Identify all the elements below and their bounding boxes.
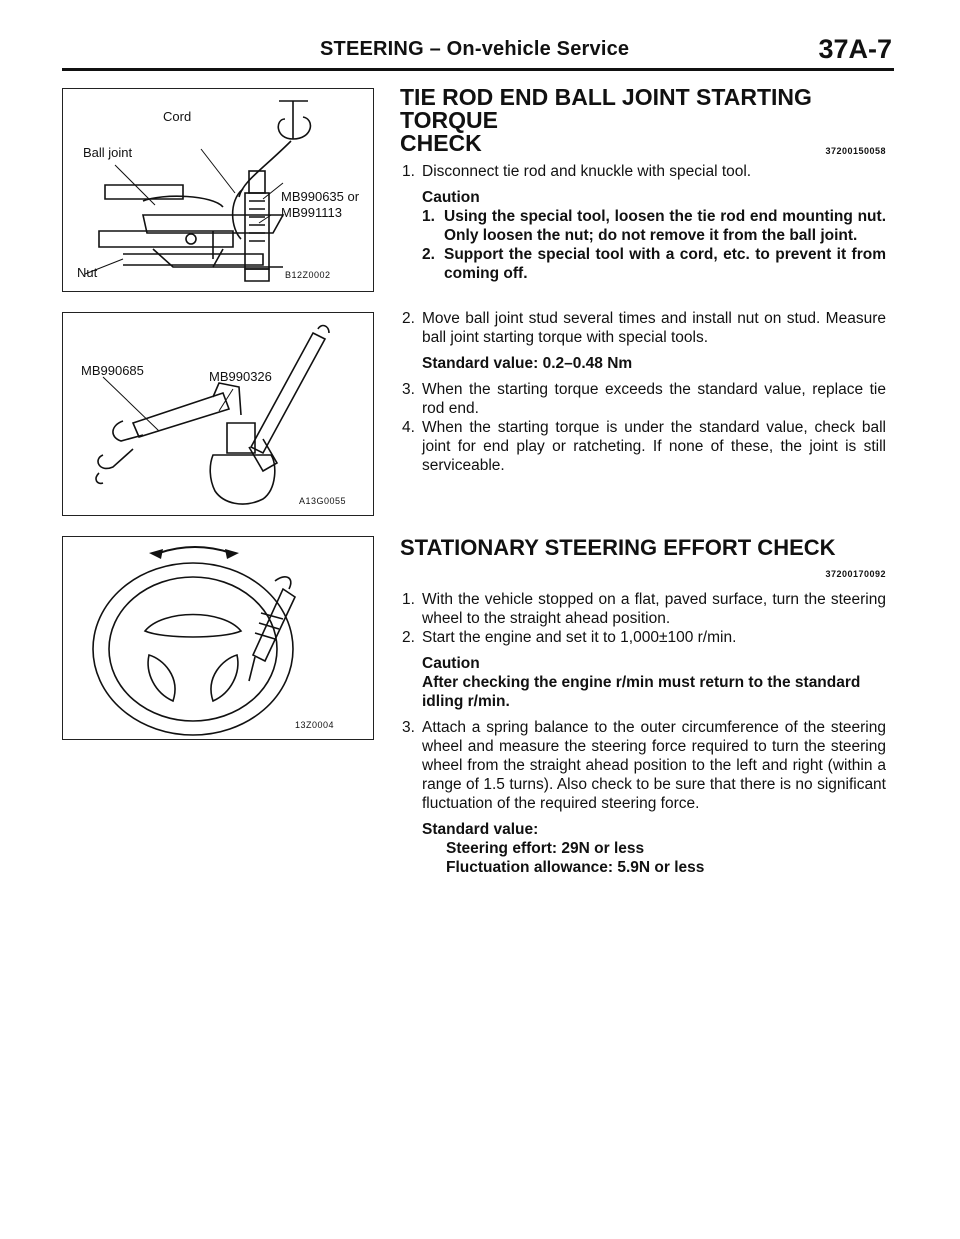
section-steering-effort [400, 536, 886, 877]
torque-tools-illustration [63, 313, 373, 515]
figure-torque-tools [62, 312, 374, 516]
caution-number: 1. [422, 208, 435, 225]
figure-steering-wheel [62, 536, 374, 740]
label-tool-alt: MB991113 [281, 205, 342, 220]
step-text: Disconnect tie rod and knuckle with special tool. [422, 163, 752, 180]
caution-number: 2. [422, 246, 435, 263]
section-tie-rod [400, 86, 886, 475]
step-number: 2. [402, 310, 415, 327]
caution-list [400, 207, 886, 283]
section-title: STATIONARY STEERING EFFORT CHECK [400, 535, 836, 560]
section-code: 37200150058 [825, 146, 886, 156]
fluctuation-allowance-value: Fluctuation allowance: 5.9N or less [446, 859, 705, 876]
step-4 [400, 418, 886, 475]
section-title-line2: CHECK [400, 130, 482, 156]
section-title-line1: TIE ROD END BALL JOINT STARTING TORQUE [400, 84, 812, 133]
label-tool-mb990685: MB990685 [81, 363, 144, 378]
standard-value-label: Standard value: [422, 821, 539, 838]
label-nut: Nut [77, 265, 98, 280]
figure-code: A13G0055 [299, 496, 347, 506]
step-text: With the vehicle stopped on a flat, paved surface, turn the steering wheel to the straight ahead position. [422, 591, 886, 627]
caution-label: Caution [422, 655, 480, 672]
step-text: Move ball joint stud several times and install nut on stud. Measure ball joint starting torque with special tools. [422, 310, 886, 346]
label-ball-joint: Ball joint [83, 145, 133, 160]
step-number: 4. [402, 419, 415, 436]
step-number: 3. [402, 719, 415, 736]
step-3 [400, 380, 886, 418]
step-1 [400, 162, 886, 181]
header-title: STEERING – On-vehicle Service [320, 38, 630, 60]
page-header [62, 32, 894, 71]
step-2 [400, 628, 886, 647]
section-code: 37200170092 [825, 569, 886, 579]
steering-wheel-illustration [63, 537, 373, 739]
figure-code: 13Z0004 [295, 720, 335, 730]
standard-value: Standard value: 0.2–0.48 Nm [422, 355, 633, 372]
caution-text: Support the special tool with a cord, etc. to prevent it from coming off. [444, 246, 886, 282]
step-text: Attach a spring balance to the outer circumference of the steering wheel and measure the steering force required to turn the steering wheel from the straight ahead position to the left and right (within a range of 1.5 turns). Also check to be sure that there is no significant fluctuation of the required steering force. [422, 719, 886, 812]
step-number: 1. [402, 163, 415, 180]
step-number: 1. [402, 591, 415, 608]
step-number: 2. [402, 629, 415, 646]
step-text: When the starting torque is under the standard value, check ball joint for end play or ratcheting. If none of these, the joint is still serviceable. [422, 419, 886, 474]
label-tool: MB990635 or [281, 189, 360, 204]
step-3 [400, 718, 886, 813]
caution-label: Caution [422, 189, 480, 206]
caution-text: Using the special tool, loosen the tie rod end mounting nut. Only loosen the nut; do not remove it from the ball joint. [444, 208, 886, 244]
label-tool-mb990326: MB990326 [209, 369, 272, 384]
steering-effort-value: Steering effort: 29N or less [446, 840, 645, 857]
caution-item-2 [422, 245, 886, 283]
caution-item-1 [422, 207, 886, 245]
step-number: 3. [402, 381, 415, 398]
step-text: When the starting torque exceeds the standard value, replace tie rod end. [422, 381, 886, 417]
step-1 [400, 590, 886, 628]
page-number: 37A-7 [818, 34, 892, 64]
figure-code: B12Z0002 [285, 270, 331, 280]
step-text: Start the engine and set it to 1,000±100 r/min. [422, 629, 737, 646]
caution-text: After checking the engine r/min must return to the standard idling r/min. [422, 674, 861, 710]
figure-ball-joint-tool [62, 88, 374, 292]
label-cord: Cord [163, 109, 192, 124]
step-2 [400, 309, 886, 347]
